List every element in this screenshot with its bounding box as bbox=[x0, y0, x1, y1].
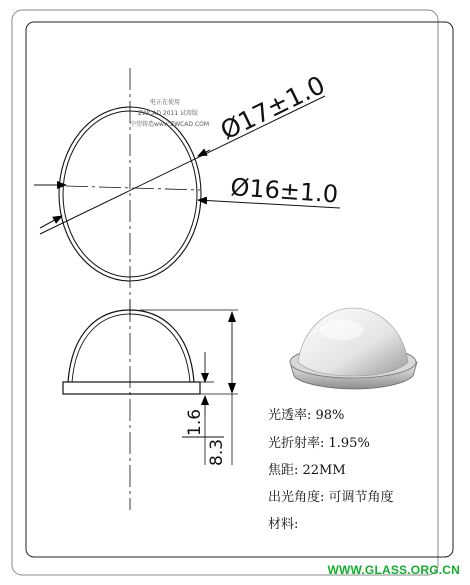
dome-outer-profile bbox=[68, 310, 194, 382]
spec-focal-length: 焦距: 22MM bbox=[268, 463, 346, 478]
dim-outer-diameter-label: Ø17±1.0 bbox=[215, 70, 330, 146]
lens-3d-render bbox=[290, 308, 417, 389]
inner-frame bbox=[26, 22, 453, 557]
spec-material: 材料: bbox=[268, 517, 299, 532]
dim-base-thickness-label: 1.6 bbox=[185, 408, 205, 436]
dim-height-label: 8.3 bbox=[207, 438, 227, 466]
spec-beam-angle: 出光角度: 可调节角度 bbox=[268, 490, 394, 505]
watermark-line1: 电正在使用 bbox=[150, 99, 181, 106]
dome-base-flange bbox=[63, 382, 200, 394]
footer-site-link[interactable]: WWW.GLASS.ORG.CN bbox=[327, 563, 460, 577]
side-view bbox=[63, 300, 238, 510]
watermark-line3: 中望铸造www.ZWCAD.COM bbox=[130, 121, 210, 128]
dome-inner-profile bbox=[72, 314, 190, 382]
watermark-line2: ZWCAD 2011 试用版 bbox=[138, 110, 199, 117]
spec-transmittance: 光透率: 98% bbox=[268, 408, 345, 423]
dim-inner-diameter-label: Ø16±1.0 bbox=[229, 173, 339, 209]
spec-refractive-index: 光折射率: 1.95% bbox=[268, 436, 370, 451]
